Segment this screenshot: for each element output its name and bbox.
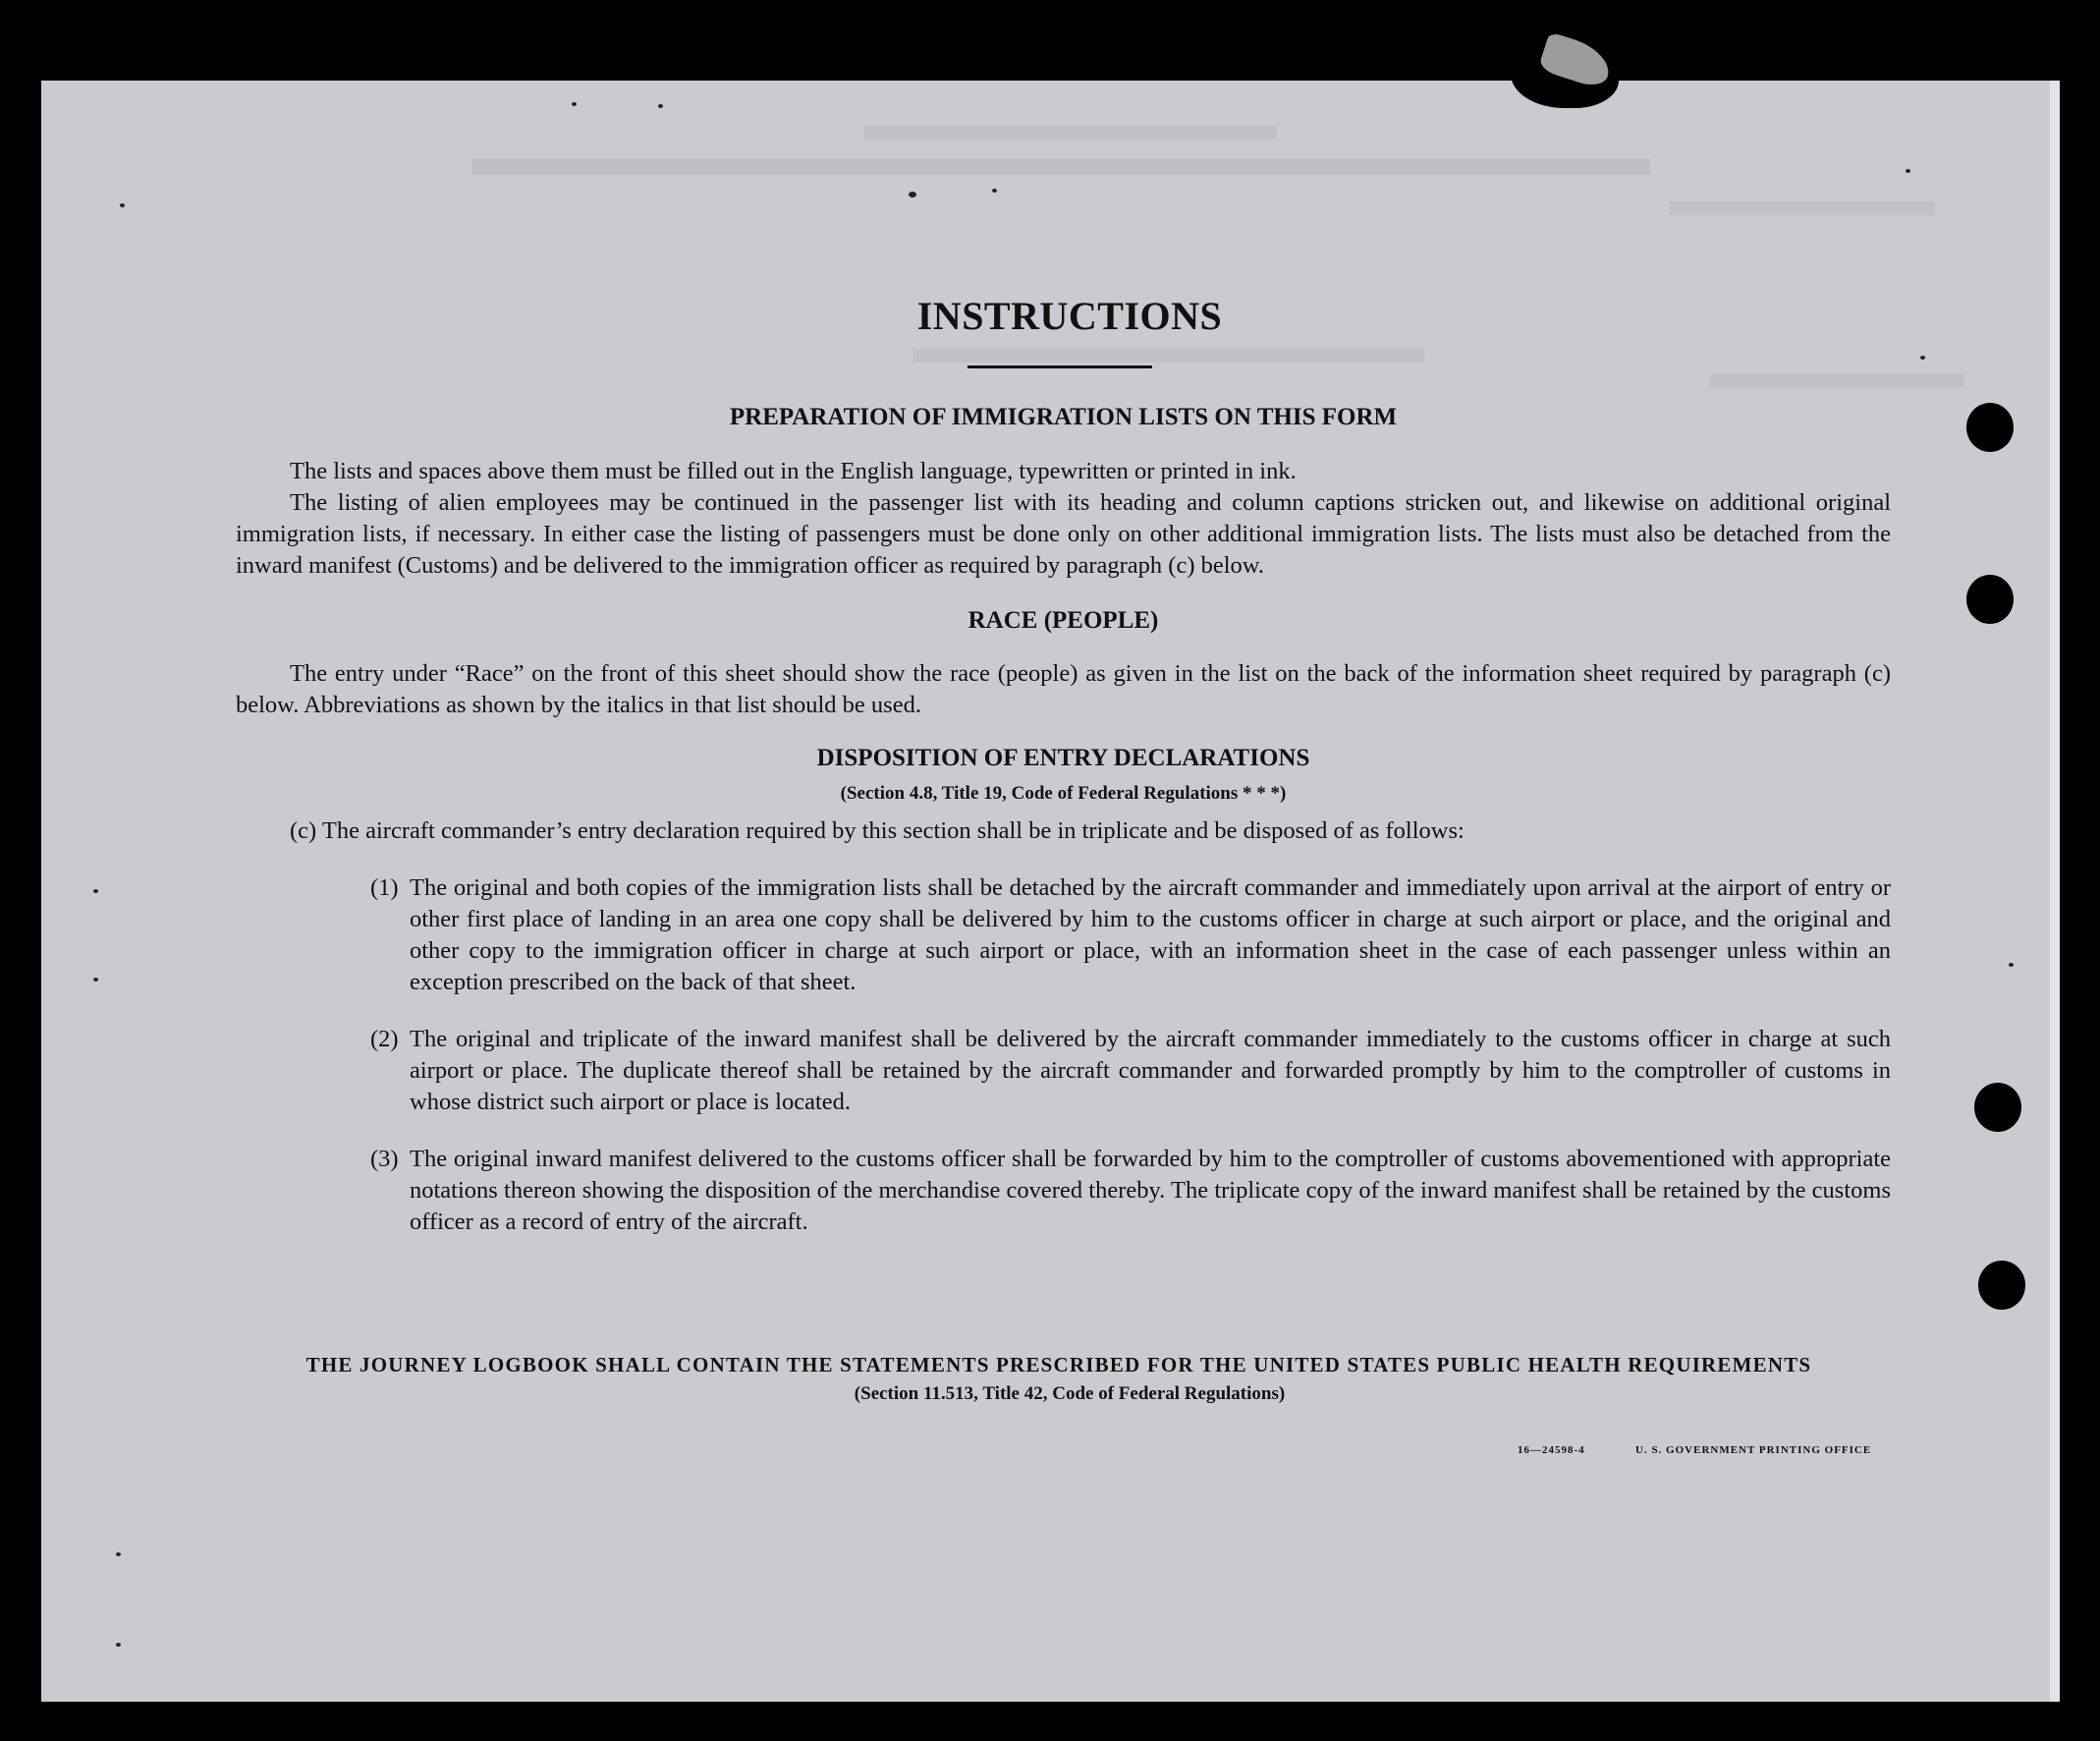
- item-text: The original inward manifest delivered to the customs officer shall be forwarded by him to the comptroller of customs abovementioned with appropriate notations thereon showing the disposition of the merchandise covered thereby. The triplicate copy of the inward manifest shall be retained by the customs officer as a record of entry of the aircraft.: [410, 1146, 1891, 1235]
- speck: [93, 889, 98, 893]
- item-marker: (1): [370, 874, 399, 901]
- speck: [2009, 963, 2014, 967]
- item-marker: (3): [370, 1146, 399, 1172]
- intro-marker: (c): [290, 817, 317, 844]
- punch-hole: [1966, 575, 2014, 624]
- punch-hole: [1966, 403, 2014, 452]
- disposition-item-1: [236, 872, 1891, 998]
- preparation-paragraph-1: The lists and spaces above them must be filled out in the English language, typewritten or printed in ink.: [290, 458, 1297, 484]
- item-marker: (2): [370, 1026, 399, 1052]
- instructions-body: [236, 398, 1891, 1238]
- bleed-through-line: [864, 126, 1277, 140]
- intro-text: The aircraft commander’s entry declaration required by this section shall be in triplicate and be disposed of as follows:: [321, 817, 1464, 844]
- bleed-through-line: [471, 159, 1650, 175]
- title-underline: [967, 365, 1152, 368]
- form-number: 16—24598-4: [1518, 1444, 1585, 1456]
- item-text: The original and both copies of the immigration lists shall be detached by the aircraft commander and immediately upon arrival at the airport of entry or other first place of landing in an area one copy shall be delivered by him to the customs officer in charge at such airport or place, and the original and other copy to the immigration officer in charge at such airport or place, with an information sheet in the case of each passenger unless within an exception prescribed on the back of that sheet.: [410, 874, 1891, 995]
- page-title: INSTRUCTIONS: [916, 294, 1223, 338]
- speck: [658, 104, 663, 108]
- punch-hole: [1978, 1261, 2025, 1310]
- speck: [93, 978, 98, 982]
- speck: [1920, 356, 1925, 360]
- printer-credit: U. S. GOVERNMENT PRINTING OFFICE: [1635, 1444, 1872, 1456]
- disposition-item-2: [236, 1024, 1891, 1118]
- bleed-through-line: [1670, 201, 1935, 215]
- bleed-through-line: [913, 349, 1424, 363]
- item-text: The original and triplicate of the inward manifest shall be delivered by the aircraft commander immediately to the customs officer in charge at such airport or place. The duplicate thereof shall be retained by the aircraft commander and forwarded promptly by him to the comptroller of customs in whose district such airport or place is located.: [410, 1026, 1891, 1115]
- punch-hole: [1974, 1083, 2021, 1132]
- race-paragraph: The entry under “Race” on the front of this sheet should show the race (people) as given in the list on the back of the information sheet required by paragraph (c) below. Abbreviations as shown by the italics in that list should be used.: [236, 660, 1891, 718]
- speck: [1906, 169, 1910, 173]
- section-heading-race: RACE (PEOPLE): [967, 607, 1159, 634]
- speck: [120, 203, 125, 207]
- speck: [992, 189, 997, 193]
- speck: [116, 1643, 121, 1647]
- section-heading-preparation: PREPARATION OF IMMIGRATION LISTS ON THIS FORM: [729, 404, 1398, 430]
- section-heading-disposition: DISPOSITION OF ENTRY DECLARATIONS: [816, 745, 1310, 771]
- speck: [572, 102, 577, 106]
- disposition-citation: (Section 4.8, Title 19, Code of Federal Regulations * * *): [840, 783, 1287, 804]
- health-requirements-statement: THE JOURNEY LOGBOOK SHALL CONTAIN THE STATEMENTS PRESCRIBED FOR THE UNITED STATES PUBLIC HEALTH REQUIREMENTS: [305, 1353, 1812, 1376]
- health-requirements-citation: (Section 11.513, Title 42, Code of Federal Regulations): [854, 1383, 1286, 1404]
- preparation-paragraph-2: The listing of alien employees may be continued in the passenger list with its heading and column captions stricken out, and likewise on additional original immigration lists, if necessary. In either case the listing of passengers must be done only on other additional immigration lists. The lists must also be detached from the inward manifest (Customs) and be delivered to the immigration officer as required by paragraph (c) below.: [236, 489, 1891, 579]
- speck: [116, 1552, 121, 1556]
- bleed-through-line: [1709, 373, 1964, 387]
- disposition-item-3: [236, 1144, 1891, 1238]
- disposition-intro: [236, 815, 1891, 847]
- speck: [909, 192, 916, 197]
